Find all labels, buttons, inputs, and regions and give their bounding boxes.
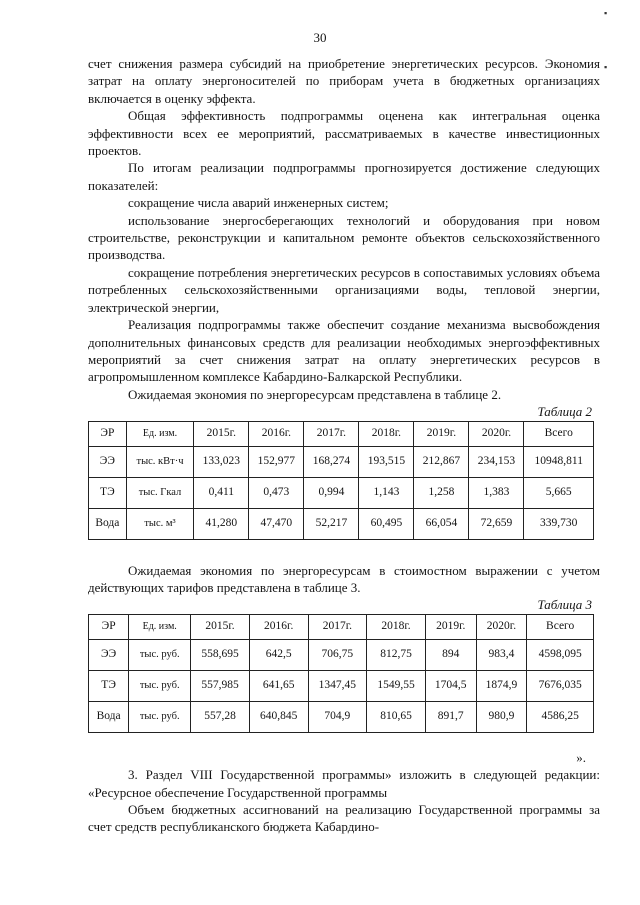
- paragraph: Реализация подпрограммы также обеспечит создание механизма высвобождения дополнительных финансовых средств для реализации необходимых энергоэффективных мероприятий за счет снижения затрат на оплату энергетических ресурсов в агропромышленном комплексе Кабардино-Балкарской Республики.: [88, 317, 600, 385]
- paragraph: Объем бюджетных ассигнований на реализацию Государственной программы за счет средств республиканского бюджета Кабардино-: [88, 801, 600, 835]
- table-3: [88, 614, 594, 733]
- paragraph: использование энергосберегающих технологий и оборудования при новом строительстве, реконструкции и капитальном ремонте объектов сельскохозяйственного производства.: [88, 212, 600, 263]
- table-cell: 812,75: [367, 639, 426, 670]
- table-cell: 133,023: [194, 446, 249, 477]
- table-cell: 0,994: [304, 477, 359, 508]
- table-cell: 193,515: [359, 446, 414, 477]
- table-cell: 10948,811: [524, 446, 594, 477]
- table-cell: ТЭ: [89, 670, 129, 701]
- table-cell: Вода: [89, 701, 129, 732]
- page-number: 30: [313, 30, 327, 45]
- table-row: [89, 701, 594, 732]
- table-cell: 0,411: [194, 477, 249, 508]
- table-cell: 1874,9: [476, 670, 527, 701]
- column-header: Всего: [527, 614, 594, 639]
- paragraph: 3. Раздел VIII Государственной программы» изложить в следующей редакции: «Ресурсное обеспечение Государственной программы: [88, 767, 600, 800]
- table-cell: 1347,45: [308, 670, 367, 701]
- table-cell: 1549,55: [367, 670, 426, 701]
- table-cell: 168,274: [304, 446, 359, 477]
- table-body: [89, 446, 594, 539]
- table-cell: 1,383: [469, 477, 524, 508]
- closing-quote: ».: [576, 749, 586, 765]
- scan-mark: ▪: [604, 62, 608, 72]
- column-header: Ед. изм.: [126, 421, 194, 446]
- table-cell: 1704,5: [425, 670, 476, 701]
- table-cell: 980,9: [476, 701, 527, 732]
- table-cell: 810,65: [367, 701, 426, 732]
- scan-mark: ▪: [604, 8, 608, 18]
- table-cell: тыс. руб.: [129, 639, 191, 670]
- table-cell: ЭЭ: [89, 446, 127, 477]
- paragraph: Общая эффективность подпрограммы оценена как интегральная оценка эффективности всех ее мероприятий, рассматриваемых в качестве инвестиционных проектов.: [88, 108, 600, 159]
- table-header-row: [89, 421, 594, 446]
- column-header: 2020г.: [469, 421, 524, 446]
- table-cell: 704,9: [308, 701, 367, 732]
- table-cell: 7676,035: [527, 670, 594, 701]
- column-header: 2017г.: [304, 421, 359, 446]
- table-body: [89, 639, 594, 732]
- table-cell: 640,845: [249, 701, 308, 732]
- table-cell: 5,665: [524, 477, 594, 508]
- table-cell: 894: [425, 639, 476, 670]
- column-header: 2018г.: [359, 421, 414, 446]
- column-header: 2019г.: [414, 421, 469, 446]
- table-cell: 641,65: [249, 670, 308, 701]
- table-cell: 558,695: [191, 639, 250, 670]
- table-cell: Вода: [89, 508, 127, 539]
- table-row: [89, 446, 594, 477]
- column-header: 2015г.: [191, 614, 250, 639]
- table-cell: тыс. кВт·ч: [126, 446, 194, 477]
- table-header-row: [89, 614, 594, 639]
- table-cell: тыс. руб.: [129, 701, 191, 732]
- paragraph: сокращение потребления энергетических ресурсов в сопоставимых условиях объема потребленных сельскохозяйственными организациями воды, тепловой энергии, электрической энергии,: [88, 264, 600, 315]
- table-cell: 66,054: [414, 508, 469, 539]
- table-cell: 557,985: [191, 670, 250, 701]
- top-paragraphs: [88, 55, 600, 403]
- column-header: 2016г.: [249, 614, 308, 639]
- table-row: [89, 670, 594, 701]
- table-cell: 234,153: [469, 446, 524, 477]
- table-cell: тыс. м³: [126, 508, 194, 539]
- table-cell: 47,470: [249, 508, 304, 539]
- table-cell: 983,4: [476, 639, 527, 670]
- paragraph: счет снижения размера субсидий на приобретение энергетических ресурсов. Экономия затрат на оплату энергоносителей по приборам учета в бюджетных организациях включается в оценку эффекта.: [88, 56, 600, 106]
- document-body: [88, 55, 600, 836]
- table-cell: 52,217: [304, 508, 359, 539]
- table-cell: 1,143: [359, 477, 414, 508]
- table-3-caption: Таблица 3: [537, 597, 592, 613]
- bottom-paragraphs: [88, 766, 600, 836]
- column-header: 2015г.: [194, 421, 249, 446]
- table-cell: ТЭ: [89, 477, 127, 508]
- paragraph: сокращение числа аварий инженерных систем;: [128, 195, 389, 211]
- table-cell: 557,28: [191, 701, 250, 732]
- table-2: [88, 421, 594, 540]
- table-row: [89, 477, 594, 508]
- table-cell: 891,7: [425, 701, 476, 732]
- table-cell: 706,75: [308, 639, 367, 670]
- table-cell: 152,977: [249, 446, 304, 477]
- table-row: [89, 508, 594, 539]
- column-header: Всего: [524, 421, 594, 446]
- paragraph: Ожидаемая экономия по энергоресурсам представлена в таблице 2.: [128, 386, 502, 402]
- table-cell: 72,659: [469, 508, 524, 539]
- table-cell: тыс. руб.: [129, 670, 191, 701]
- paragraph-table3-intro: Ожидаемая экономия по энергоресурсам в стоимостном выражении с учетом действующих тарифов представлена в таблице 3.: [88, 562, 600, 595]
- table-cell: 60,495: [359, 508, 414, 539]
- column-header: ЭР: [89, 614, 129, 639]
- column-header: 2020г.: [476, 614, 527, 639]
- table-2-caption: Таблица 2: [537, 404, 592, 420]
- column-header: 2018г.: [367, 614, 426, 639]
- table-cell: 4598,095: [527, 639, 594, 670]
- table-cell: 642,5: [249, 639, 308, 670]
- table-row: [89, 639, 594, 670]
- table-cell: ЭЭ: [89, 639, 129, 670]
- table-cell: 41,280: [194, 508, 249, 539]
- column-header: 2019г.: [425, 614, 476, 639]
- table-cell: 0,473: [249, 477, 304, 508]
- column-header: Ед. изм.: [129, 614, 191, 639]
- table-cell: тыс. Гкал: [126, 477, 194, 508]
- paragraph: По итогам реализации подпрограммы прогнозируется достижение следующих показателей:: [88, 160, 600, 193]
- column-header: ЭР: [89, 421, 127, 446]
- table-cell: 212,867: [414, 446, 469, 477]
- table-cell: 339,730: [524, 508, 594, 539]
- table-cell: 4586,25: [527, 701, 594, 732]
- column-header: 2017г.: [308, 614, 367, 639]
- column-header: 2016г.: [249, 421, 304, 446]
- table-cell: 1,258: [414, 477, 469, 508]
